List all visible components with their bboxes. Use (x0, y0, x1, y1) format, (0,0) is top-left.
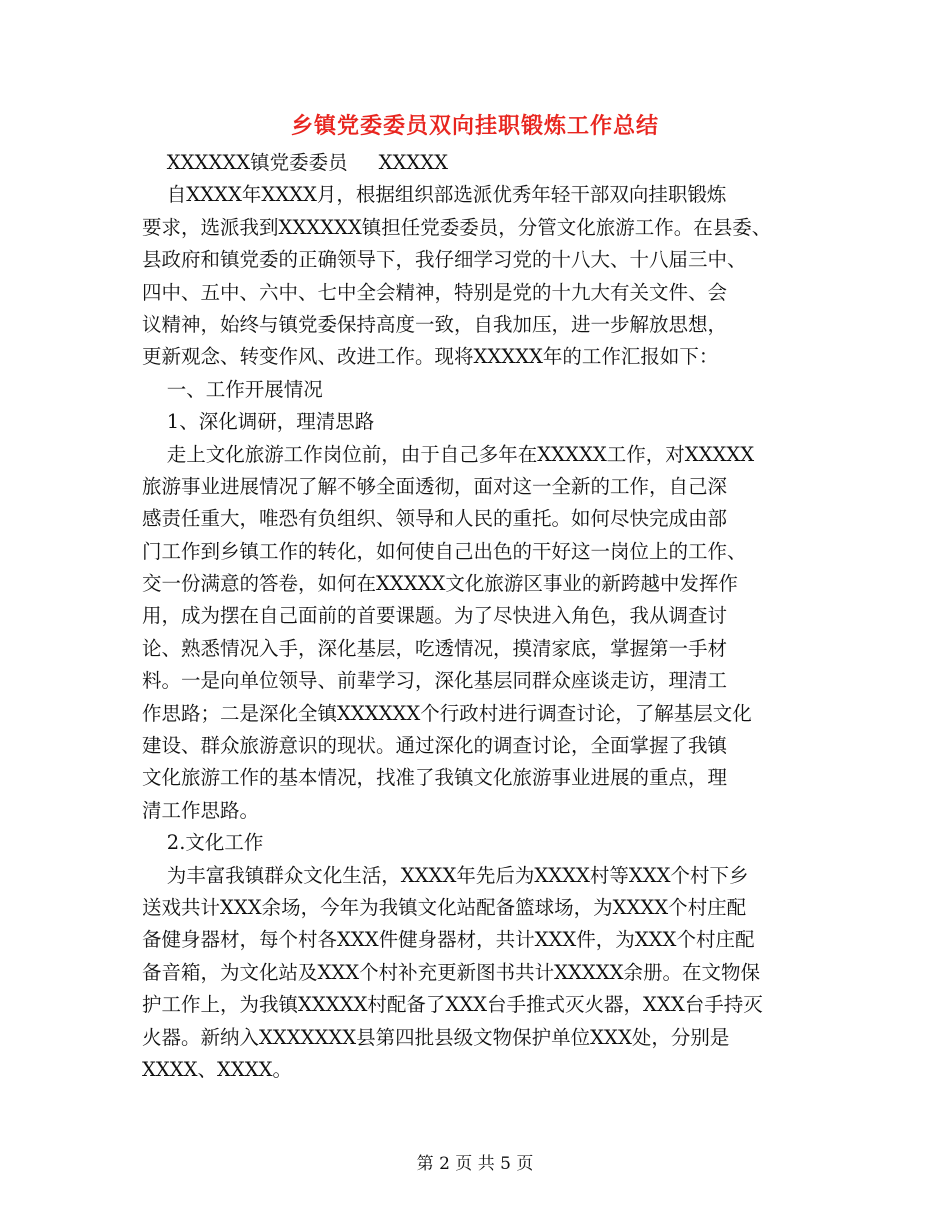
text-line: 四中、五中、六中、七中全会精神，特别是党的十九大有关文件、会 (142, 280, 728, 304)
text-line: 送戏共计XXX余场，今年为我镇文化站配备篮球场，为XXXX个村庄配 (142, 895, 747, 919)
text-line: 为丰富我镇群众文化生活，XXXX年先后为XXXX村等XXX个村下乡 (142, 863, 749, 887)
text-line: 护工作上，为我镇XXXXX村配备了XXX台手推式灭火器，XXX台手持灭 (142, 993, 763, 1017)
text-line: 走上文化旅游工作岗位前，由于自己多年在XXXXX工作，对XXXXX (142, 442, 755, 466)
text-line: 1、深化调研，理清思路 (142, 410, 375, 434)
text-line: XXXX、XXXX。 (142, 1057, 293, 1081)
text-line: 交一份满意的答卷，如何在XXXXX文化旅游区事业的新跨越中发挥作 (142, 572, 738, 596)
text-line: 县政府和镇党委的正确领导下，我仔细学习党的十八大、十八届三中、 (142, 248, 747, 272)
text-line: 文化旅游工作的基本情况，找准了我镇文化旅游事业进展的重点，理 (142, 766, 728, 790)
text-line: 火器。新纳入XXXXXXX县第四批县级文物保护单位XXX处，分别是 (142, 1025, 730, 1049)
text-line: 建设、群众旅游意识的现状。通过深化的调查讨论，全面掌握了我镇 (142, 734, 728, 758)
text-line: 论、熟悉情况入手，深化基层，吃透情况，摸清家底，掌握第一手材 (142, 636, 728, 660)
text-line: 2.文化工作 (142, 831, 264, 855)
text-line: 备健身器材，每个村各XXX件健身器材，共计XXX件，为XXX个村庄配 (142, 928, 755, 952)
page-footer: 第 2 页 共 5 页 (416, 1154, 534, 1174)
text-line: 感责任重大，唯恐有负组织、领导和人民的重托。如何尽快完成由部 (142, 507, 728, 531)
text-line: 清工作思路。 (142, 798, 260, 822)
document-title: 乡镇党委委员双向挂职锻炼工作总结 (290, 113, 659, 139)
text-line: 更新观念、转变作风、改进工作。现将XXXXX年的工作汇报如下： (142, 345, 719, 369)
text-line: 门工作到乡镇工作的转化，如何使自己出色的干好这一岗位上的工作、 (142, 539, 747, 563)
text-line: 作思路；二是深化全镇XXXXXX个行政村进行调查讨论，了解基层文化 (142, 701, 752, 725)
text-line: 备音箱，为文化站及XXX个村补充更新图书共计XXXXX余册。在文物保 (142, 960, 761, 984)
text-line: 议精神，始终与镇党委保持高度一致，自我加压，进一步解放思想， (142, 312, 728, 336)
text-line: 旅游事业进展情况了解不够全面透彻，面对这一全新的工作，自己深 (142, 474, 728, 498)
text-line: 自XXXX年XXXX月，根据组织部选派优秀年轻干部双向挂职锻炼 (142, 183, 727, 207)
text-line: 用，成为摆在自己面前的首要课题。为了尽快进入角色，我从调查讨 (142, 604, 728, 628)
text-line: XXXXXX镇党委委员 XXXXX (142, 151, 448, 174)
text-line: 一、工作开展情况 (142, 377, 323, 401)
document-body (142, 147, 812, 1086)
text-line: 料。一是向单位领导、前辈学习，深化基层同群众座谈走访，理清工 (142, 669, 728, 693)
text-line: 要求，选派我到XXXXXX镇担任党委委员，分管文化旅游工作。在县委、 (142, 215, 772, 239)
